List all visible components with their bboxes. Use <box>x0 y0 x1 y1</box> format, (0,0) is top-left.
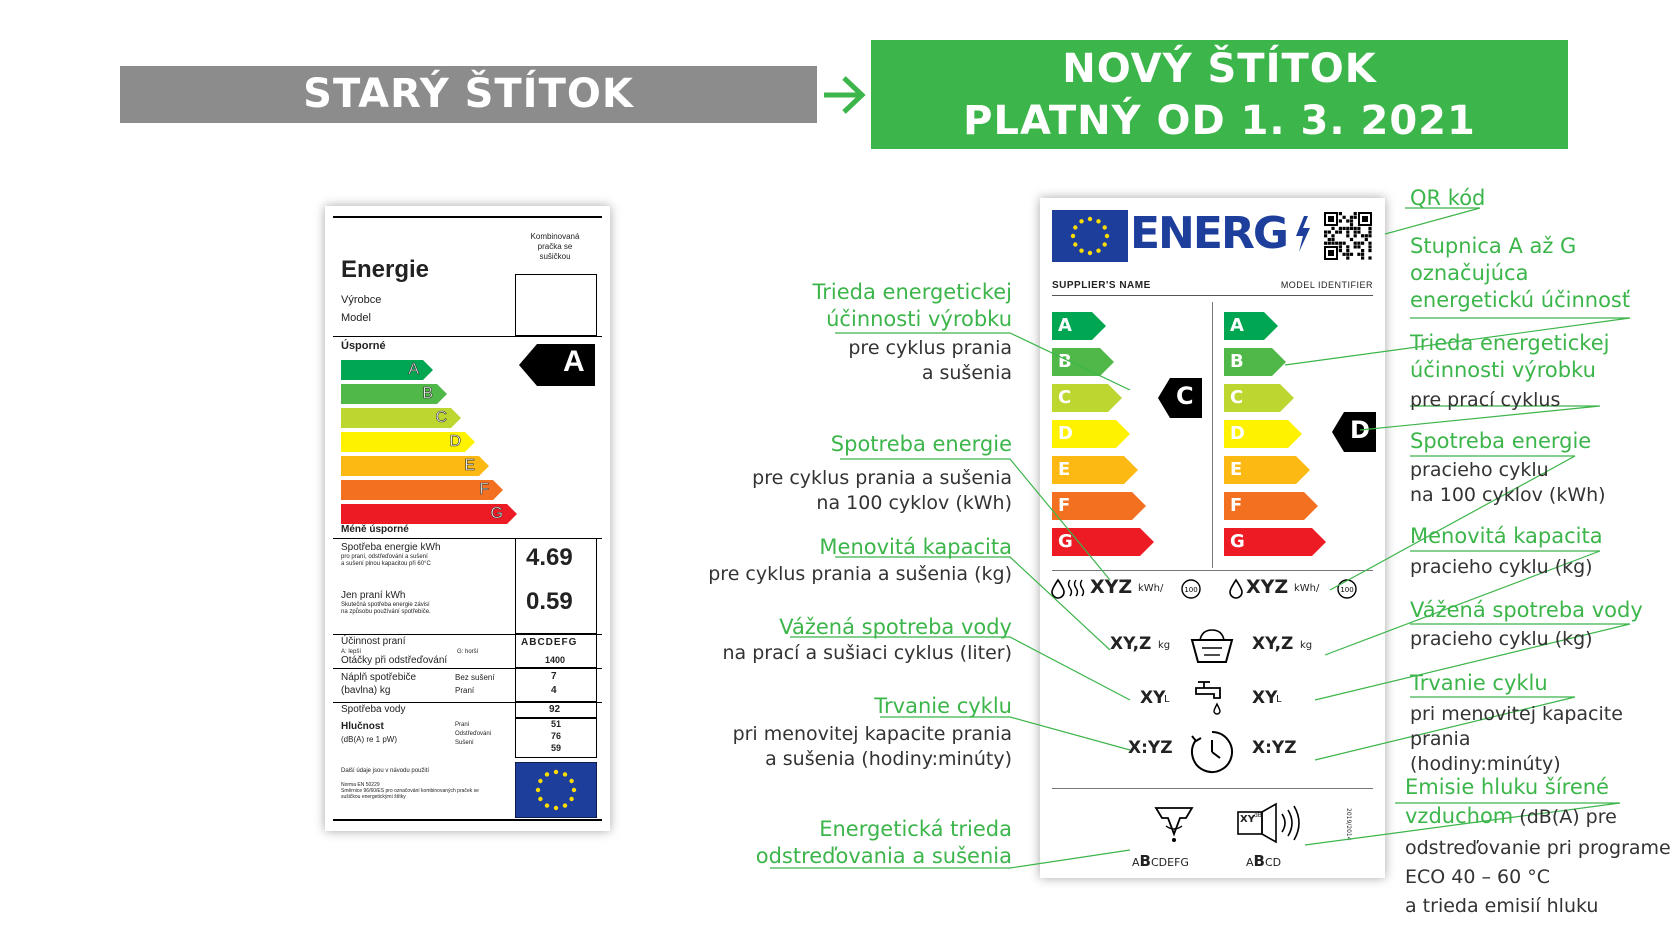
annotation-right-class-sub: pre prací cyklus <box>1410 389 1561 411</box>
old-label-title: Energie <box>341 256 430 283</box>
noise-class-rest: CD <box>1264 856 1282 869</box>
old-noise-unit: (dB(A) re 1 pW) <box>341 735 398 744</box>
right-class-letter-e: E <box>1230 459 1243 480</box>
old-spin-label: Otáčky při odstřeďování <box>341 655 448 666</box>
annotation-left-duration-title: Trvanie cyklu <box>874 694 1012 718</box>
new-header-line1: NOVÝ ŠTÍTOK <box>1062 46 1377 92</box>
old-footer-2: Norma EN 50229 Směrnice 96/60/ES pro označování kombinovaných praček se sušičkou energetickými štítky <box>341 782 479 800</box>
model-identifier: MODEL IDENTIFIER <box>1280 280 1373 290</box>
left-class-letter-f: F <box>1058 495 1071 516</box>
old-class-letter-a: A <box>408 361 419 378</box>
right-water-unit: L <box>1276 694 1282 705</box>
old-spin-value: 1400 <box>545 655 566 665</box>
right-capacity-value: XY,Z <box>1252 634 1294 654</box>
annotation-right-capacity-title: Menovitá kapacita <box>1410 524 1603 548</box>
annotation-right-noise-line2 <box>1405 804 1617 830</box>
right-capacity-unit: kg <box>1300 640 1313 651</box>
old-wash-only-note: Skutečná spotřeba energie závisí na způsobu používání spotřebiče. <box>341 602 431 615</box>
left-energy-value: XYZ <box>1090 576 1133 598</box>
annotation-right-energy-sub: pracieho cyklu na 100 cyklov (kWh) <box>1410 459 1606 506</box>
right-current-class-letter: D <box>1350 416 1370 444</box>
old-load-label: Náplň spotřebiče (bavlna) kg <box>341 672 417 696</box>
svg-text:100: 100 <box>1184 586 1198 594</box>
left-water-value: XY <box>1140 688 1166 708</box>
right-class-letter-f: F <box>1230 495 1243 516</box>
new-header-line2: PLATNÝ OD 1. 3. 2021 <box>963 98 1476 144</box>
annotation-right-class-title: Trieda energetickej účinnosti výrobku <box>1410 331 1610 382</box>
annotation-left-water-sub: na prací a sušiaci cyklus (liter) <box>722 642 1012 664</box>
old-energy-value: 4.69 <box>526 544 573 571</box>
svg-text:100: 100 <box>1340 586 1354 594</box>
old-noise-label: Hlučnost <box>341 721 384 732</box>
noise-box-value: XY <box>1240 814 1255 825</box>
old-load-nodry: Bez sušení <box>455 673 495 682</box>
old-label-type-caption: Kombinovaná pračka se sušičkou <box>530 232 580 261</box>
left-current-class-letter: C <box>1176 382 1194 410</box>
annotation-left-water-title: Vážená spotreba vody <box>779 615 1012 639</box>
annotation-right-noise-title-b: vzduchom <box>1405 804 1514 828</box>
right-class-letter-d: D <box>1230 423 1245 444</box>
old-load-wash: Praní <box>455 686 475 695</box>
old-wash-only-label: Jen praní kWh <box>341 590 406 601</box>
old-class-letter-g: G <box>490 505 503 522</box>
annotation-left-capacity-sub: pre cyklus prania a sušenia (kg) <box>708 563 1012 585</box>
old-class-letter-f: F <box>479 481 489 498</box>
spin-class-rest: CDEFG <box>1150 856 1189 869</box>
left-class-letter-a: A <box>1058 315 1072 336</box>
annotation-right-duration-title: Trvanie cyklu <box>1410 671 1548 695</box>
right-class-letter-g: G <box>1230 531 1245 552</box>
annotation-right-noise-sub-a: (dB(A) pre <box>1513 806 1617 828</box>
annotation-right-scale-title: Stupnica A až G označujúca energetickú účinnosť <box>1410 234 1631 312</box>
old-noise-value-1: 51 <box>551 719 562 729</box>
old-load-nodry-value: 7 <box>551 671 557 682</box>
annotation-left-class-title: Trieda energetickej účinnosti výrobku <box>812 280 1012 331</box>
energ-logo: ENERG <box>1130 208 1287 259</box>
noise-box-unit: dB <box>1254 812 1262 819</box>
old-label-header: STARÝ ŠTÍTOK <box>120 66 817 123</box>
annotation-left-energy-sub: pre cyklus prania a sušenia na 100 cyklov (kWh) <box>752 467 1012 514</box>
regulation-code: 2019/2014 <box>1345 808 1352 841</box>
annotation-left-energy-title: Spotreba energie <box>830 432 1012 456</box>
annotation-left-duration-sub: pri menovitej kapacite prania a sušenia (hodiny:minúty) <box>732 723 1012 770</box>
old-label-less-efficient: Méně úsporné <box>341 524 409 535</box>
noise-class-a: A <box>1246 856 1254 869</box>
old-label-model: Model <box>341 312 371 324</box>
right-energy-value: XYZ <box>1246 576 1289 598</box>
left-capacity-unit: kg <box>1158 640 1171 651</box>
old-label-manufacturer: Výrobce <box>341 294 382 306</box>
right-class-letter-a: A <box>1230 315 1244 336</box>
left-energy-unit: kWh/ <box>1138 583 1164 594</box>
old-energy-note: pro praní, odstřeďování a sušení a sušení plnou kapacitou při 60°C <box>341 554 431 567</box>
annotation-right-noise-sub: odstreďovanie pri programe ECO 40 – 60 °C a trieda emisií hluku <box>1405 837 1671 917</box>
old-class-letter-e: E <box>464 457 475 474</box>
annotation-left-capacity-title: Menovitá kapacita <box>819 535 1012 559</box>
old-wash-eff-g: G: horší <box>457 649 479 655</box>
left-class-letter-b: B <box>1058 351 1072 372</box>
old-noise-value-2: 76 <box>551 731 562 741</box>
left-capacity-value: XY,Z <box>1110 634 1152 654</box>
annotation-left-spin-title: Energetická trieda odstreďovania a sušenia <box>755 817 1012 868</box>
left-class-letter-c: C <box>1058 387 1072 408</box>
old-energy-label-text: Spotřeba energie kWh <box>341 542 441 553</box>
annotation-right-energy-title: Spotreba energie <box>1410 429 1592 453</box>
old-load-wash-value: 4 <box>551 685 557 696</box>
old-class-letter-d: D <box>449 433 461 450</box>
annotation-right-noise-title: Emisie hluku šírené <box>1405 775 1609 799</box>
noise-class-current: B <box>1253 852 1265 870</box>
old-wash-eff-label: Účinnost praní <box>341 636 406 647</box>
spin-class-current: B <box>1139 852 1151 870</box>
old-current-class-letter: A <box>563 345 585 378</box>
old-wash-only-value: 0.59 <box>526 588 573 615</box>
right-water-value: XY <box>1252 688 1278 708</box>
supplier-name: SUPPLIER'S NAME <box>1052 280 1151 291</box>
old-footer-1: Další údaje jsou v návodu použití <box>341 768 430 774</box>
left-duration-value: X:YZ <box>1128 738 1173 758</box>
left-class-letter-d: D <box>1058 423 1073 444</box>
old-wash-eff-a: A: lepší <box>341 649 362 655</box>
left-water-unit: L <box>1164 694 1170 705</box>
annotation-left-class-sub: pre cyklus prania a sušenia <box>848 337 1012 384</box>
annotation-right-water-sub: pracieho cyklu (kg) <box>1410 628 1593 650</box>
old-water-value: 92 <box>549 704 561 715</box>
annotation-right-duration-sub: pri menovitej kapacite prania (hodiny:minúty) <box>1410 703 1623 775</box>
right-class-letter-c: C <box>1230 387 1244 408</box>
left-class-letter-g: G <box>1058 531 1073 552</box>
annotation-right-qr-title: QR kód <box>1410 186 1486 210</box>
old-class-letter-c: C <box>435 409 447 426</box>
right-duration-value: X:YZ <box>1252 738 1297 758</box>
old-water-label: Spotřeba vody <box>341 704 406 715</box>
annotation-right-water-title: Vážená spotreba vody <box>1410 598 1643 622</box>
old-noise-modes: Praní Odstřeďování Sušení <box>455 722 492 746</box>
old-wash-eff-scale: ABCDEFG <box>521 637 578 648</box>
old-label-efficient: Úsporné <box>341 340 386 352</box>
old-class-letter-b: B <box>422 385 433 402</box>
annotation-right-capacity-sub: pracieho cyklu (kg) <box>1410 556 1593 578</box>
right-class-letter-b: B <box>1230 351 1244 372</box>
spin-class-a: A <box>1132 856 1140 869</box>
left-class-letter-e: E <box>1058 459 1071 480</box>
old-noise-value-3: 59 <box>551 743 562 753</box>
right-energy-unit: kWh/ <box>1294 583 1320 594</box>
